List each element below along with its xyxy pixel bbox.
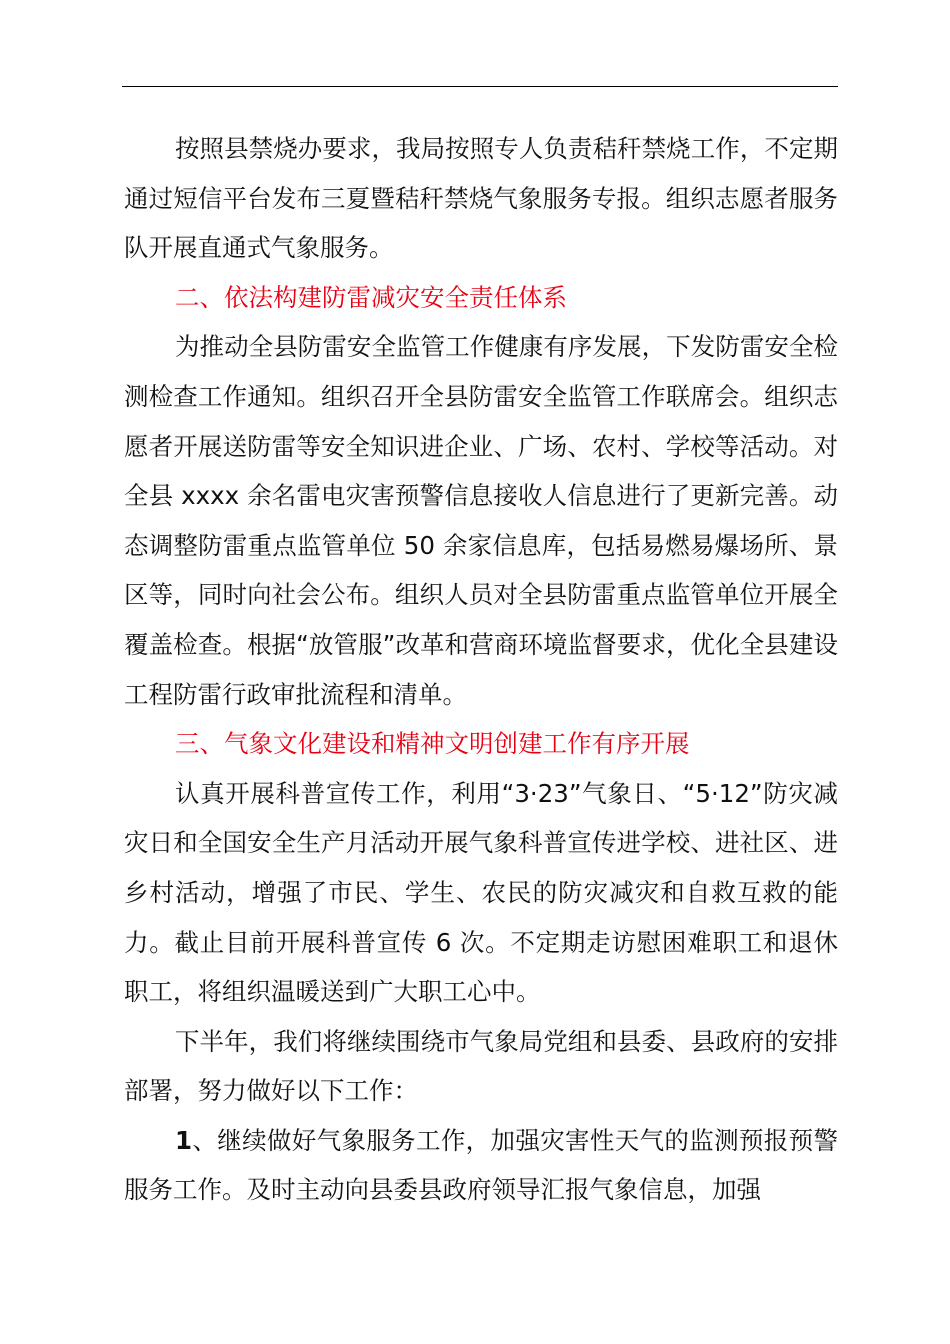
paragraph-lightning-protection: 为推动全县防雷安全监管工作健康有序发展，下发防雷安全检测检查工作通知。组织召开全县防雷安全监管工作联席会。组织志愿者开展送防雷等安全知识进企业、广场、农村、学校等活动。对全县 xxxx 余名雷电灾害预警信息接收人信息进行了更新完善。动态调整防雷重点监管单位 50 余家信息库，包括易燃易爆场所、景区等，同时向社会公布。组织人员对全县防雷重点监管单位开展全覆盖检查。根据“放管服”改革和营商环境监督要求，优化全县建设工程防雷行政审批流程和清单。	[124, 332, 838, 709]
section-heading-meteorological-culture: 三、气象文化建设和精神文明创建工作有序开展	[175, 729, 690, 759]
paragraph-straw-burning: 按照县禁烧办要求，我局按照专人负责秸秆禁烧工作，不定期通过短信平台发布三夏暨秸秆禁烧气象服务专报。组织志愿者服务队开展直通式气象服务。	[124, 134, 838, 263]
header-rule	[122, 86, 838, 87]
document-body	[124, 124, 838, 1215]
paragraph-science-publicity: 认真开展科普宣传工作，利用“3·23”气象日、“5·12”防灾减灾日和全国安全生产月活动开展气象科普宣传进学校、进社区、进乡村活动，增强了市民、学生、农民的防灾减灾和自救互救的能力。截止目前开展科普宣传 6 次。不定期走访慰困难职工和退休职工，将组织温暖送到广大职工心中。	[124, 778, 838, 1007]
list-item-1-number: 1	[175, 1125, 193, 1155]
paragraph-second-half-plan: 下半年，我们将继续围绕市气象局党组和县委、县政府的安排部署，努力做好以下工作：	[124, 1026, 838, 1106]
list-item-1	[124, 1116, 838, 1215]
section-heading-lightning-protection: 二、依法构建防雷减灾安全责任体系	[175, 282, 567, 312]
list-item-1-text: 、继续做好气象服务工作，加强灾害性天气的监测预报预警服务工作。及时主动向县委县政府领导汇报气象信息，加强	[124, 1125, 838, 1205]
